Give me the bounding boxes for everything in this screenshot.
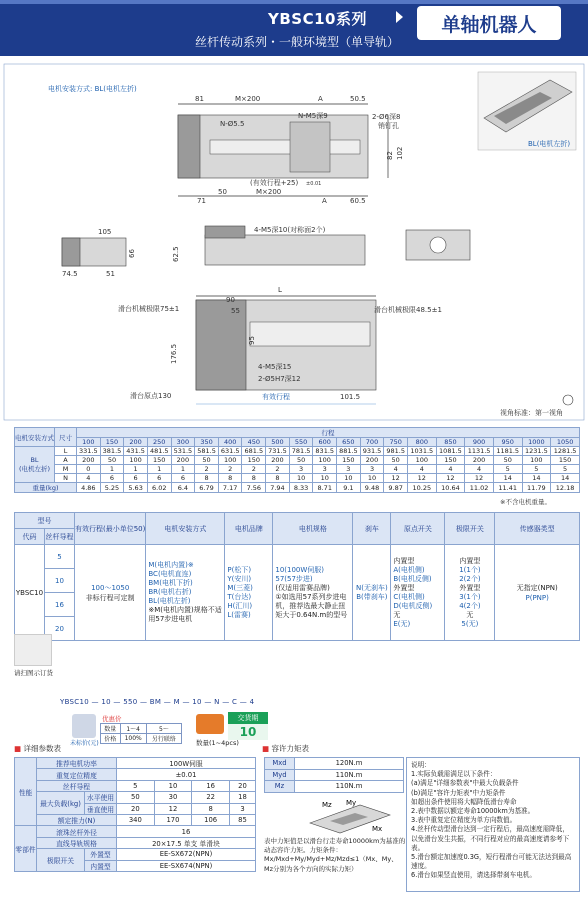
svg-text:有效行程: 有效行程 xyxy=(262,393,290,401)
stroke-header-cell: 850 xyxy=(436,438,465,447)
arrow-right-icon xyxy=(396,11,403,23)
svg-text:101.5: 101.5 xyxy=(340,393,361,401)
stroke-header-cell: 900 xyxy=(465,438,494,447)
row-label: M xyxy=(55,465,77,474)
table-cell: 1 xyxy=(171,465,195,474)
stroke-header-cell: 700 xyxy=(360,438,384,447)
stroke-header-cell: 250 xyxy=(147,438,171,447)
table-cell: 4.86 xyxy=(77,483,101,493)
stroke-header-cell: 200 xyxy=(124,438,148,447)
table-cell: 6 xyxy=(147,474,171,483)
svg-text:A: A xyxy=(322,197,327,205)
table-cell: 200 xyxy=(77,456,101,465)
table-cell: 1231.5 xyxy=(522,447,551,456)
subtitle: 丝杆传动系列・一般环境型（单导轨） xyxy=(195,35,400,49)
table-cell: 200 xyxy=(465,456,494,465)
row-label: A xyxy=(55,456,77,465)
table-cell: 681.5 xyxy=(242,447,266,456)
table-cell: 481.5 xyxy=(147,447,171,456)
table-cell: 50 xyxy=(493,456,522,465)
table-cell: 1131.5 xyxy=(465,447,494,456)
table-cell: 531.5 xyxy=(171,447,195,456)
svg-text:Mx: Mx xyxy=(372,825,383,833)
table-cell: 2 xyxy=(266,465,290,474)
table-cell: 10 xyxy=(289,474,313,483)
row-label: L xyxy=(55,447,77,456)
table-cell: 7.17 xyxy=(218,483,242,493)
stroke-header-cell: 550 xyxy=(289,438,313,447)
svg-text:A: A xyxy=(318,95,323,103)
svg-text:82: 82 xyxy=(386,151,394,160)
table-cell: 1 xyxy=(100,465,124,474)
svg-text:±0.01: ±0.01 xyxy=(306,181,322,187)
table-cell: 12 xyxy=(407,474,436,483)
table-cell: 5 xyxy=(493,465,522,474)
svg-text:Mz: Mz xyxy=(322,801,332,809)
table-row xyxy=(15,456,580,465)
table-cell: 150 xyxy=(436,456,465,465)
svg-text:My: My xyxy=(346,799,357,807)
table-cell: 100 xyxy=(124,456,148,465)
table-cell: 9.1 xyxy=(337,483,361,493)
table-cell: 9.87 xyxy=(384,483,408,493)
svg-text:4-M5深10(对称面2个): 4-M5深10(对称面2个) xyxy=(254,226,326,234)
svg-text:50.5: 50.5 xyxy=(350,95,366,103)
svg-text:105: 105 xyxy=(98,228,112,236)
table-cell: 10 xyxy=(337,474,361,483)
robot-thumbnail xyxy=(72,714,96,738)
table-cell: 12.18 xyxy=(551,483,580,493)
table-cell: 3 xyxy=(337,465,361,474)
table-cell: 11.41 xyxy=(493,483,522,493)
table-cell: 14 xyxy=(551,474,580,483)
moment-table: Mxd 120N.m Myd 110N.m Mz 110N.m xyxy=(264,757,404,793)
table-cell: 50 xyxy=(100,456,124,465)
dimension-note: ※不含电机重量。 xyxy=(500,498,551,506)
table-cell: 4 xyxy=(384,465,408,474)
table-cell: 8 xyxy=(242,474,266,483)
table-cell: 3 xyxy=(360,465,384,474)
svg-text:滑台机械极限48.5±1: 滑台机械极限48.5±1 xyxy=(374,306,442,314)
table-cell: 3 xyxy=(313,465,337,474)
table-cell: 100 xyxy=(218,456,242,465)
table-cell: 10 xyxy=(313,474,337,483)
table-cell: 1081.5 xyxy=(436,447,465,456)
delivery-days: 10 xyxy=(228,724,268,740)
table-cell: 2 xyxy=(242,465,266,474)
table-cell: 7.56 xyxy=(242,483,266,493)
table-cell: 8 xyxy=(266,474,290,483)
table-cell: 581.5 xyxy=(195,447,219,456)
order-code-table: 型号 有效行程(最小单位50) 电机安装方式 电机品牌 电机规格 刹车 原点开关 极限开关 传感器类型 代码 丝杆导程 YBSC10 5 100～1050 非标行程可定制 M(电机内置)※ BC(电机直连) BM(电机下折) BR(电机右折) BL(电机左折) ※M(电机内置)规格不适用57步进电机 P(松下) Y(安川) M(三菱) T(台达) H(汇川) L(雷赛) 10(100W伺服) 57(57步进) (仅适用雷赛品牌) ①如选用57系列步进电机，推荐选最大静止扭矩大于0.64N.m的型号 N(无刹车) B(带刹车) 内置型 A(电机侧) B(电机反侧) 外置型 C(电机侧) D(电机反侧) 无 E(无) 内置型 1(1个) 2(2个) 外置型 3(1个) 4(2个) 无 5(无) 无指定(NPN) P(PNP) 10 16 20 xyxy=(14,512,580,641)
table-cell: 5 xyxy=(551,465,580,474)
table-row xyxy=(15,465,580,474)
table-cell: 5.63 xyxy=(124,483,148,493)
top-view-motor-block xyxy=(178,115,200,178)
category-badge: 单轴机器人 xyxy=(417,6,561,40)
mount-cell: BL (电机左折) xyxy=(15,447,55,483)
table-cell: 931.5 xyxy=(360,447,384,456)
stroke-header-cell: 400 xyxy=(218,438,242,447)
table-cell: 12 xyxy=(384,474,408,483)
svg-text:71: 71 xyxy=(197,197,206,205)
table-cell: 731.5 xyxy=(266,447,290,456)
table-cell: 4 xyxy=(77,474,101,483)
table-cell: 200 xyxy=(266,456,290,465)
table-row xyxy=(15,447,580,456)
table-cell: 981.5 xyxy=(384,447,408,456)
stroke-header-cell: 500 xyxy=(266,438,290,447)
table-row xyxy=(15,483,580,493)
truck-icon xyxy=(196,714,224,734)
table-cell: 6.02 xyxy=(147,483,171,493)
table-cell: 4 xyxy=(407,465,436,474)
table-cell: 881.5 xyxy=(337,447,361,456)
svg-text:62.5: 62.5 xyxy=(172,246,180,262)
table-cell: 381.5 xyxy=(100,447,124,456)
svg-text:176.5: 176.5 xyxy=(170,343,178,364)
projection-label: 视角标准：第一视角 xyxy=(500,409,563,417)
row-label: 重量(kg) xyxy=(15,483,77,493)
order-example-section: 请扫图示订货 YBSC10 — 10 — 550 — BM — M — 10 — N — C — 4 未标价(元) 优惠价 数量 1～4 5～ 价格 100% 另行联络 交货期 10 数量(1~4pcs) xyxy=(14,634,580,746)
table-cell: 150 xyxy=(337,456,361,465)
table-cell: 3 xyxy=(289,465,313,474)
table-cell: 8 xyxy=(195,474,219,483)
table-cell: 2 xyxy=(195,465,219,474)
stroke-header-cell: 350 xyxy=(195,438,219,447)
svg-text:51: 51 xyxy=(106,270,115,278)
scan-label: 请扫图示订货 xyxy=(14,669,53,677)
table-cell: 11.02 xyxy=(465,483,494,493)
svg-text:销钉孔: 销钉孔 xyxy=(378,122,399,130)
stroke-header-cell: 650 xyxy=(337,438,361,447)
table-cell: 150 xyxy=(147,456,171,465)
table-cell: 1281.5 xyxy=(551,447,580,456)
table-cell: 7.94 xyxy=(266,483,290,493)
svg-text:81: 81 xyxy=(195,95,204,103)
table-cell: 1181.5 xyxy=(493,447,522,456)
table-cell: 831.5 xyxy=(313,447,337,456)
technical-drawing xyxy=(0,60,588,425)
table-cell: 9.48 xyxy=(360,483,384,493)
stroke-header-cell: 300 xyxy=(171,438,195,447)
table-cell: 50 xyxy=(195,456,219,465)
motor-mount-label: 电机安装方式: BL(电机左折) xyxy=(48,85,137,93)
table-cell: 12 xyxy=(436,474,465,483)
table-cell: 200 xyxy=(171,456,195,465)
stroke-header-cell: 800 xyxy=(407,438,436,447)
benefit-label: 优惠价 xyxy=(102,715,122,723)
dimension-table: 电机安装方式 尺寸 行程 100 150 200 250 300 350 400 450 500 550 600 650 700 750 800 850 900 950 1000 1050 BL (电机左折) L 331.5 381.5 431.5 481.5 531.5 581.5 631.5 681.5 731.5 781.5 831.5 881.5 931.5 981.5 1031.5 1081.5 1131.5 1181.5 1231.5 1281.5 A 200 50 100 150 200 50 100 150 200 50 100 150 200 50 100 150 200 50 100 150 M 0 1 1 1 1 2 2 2 2 3 3 3 3 4 4 4 4 5 5 5 N 4 6 6 6 6 8 8 8 8 10 10 10 10 12 12 12 12 14 14 14 重量(kg) 4.86 5.25 5.63 6.02 6.4 6.79 7.17 7.56 7.94 8.33 8.71 9.1 9.48 9.87 10.25 10.64 11.02 11.41 11.79 12.18 xyxy=(14,427,580,493)
table-cell: 2 xyxy=(218,465,242,474)
table-cell: 100 xyxy=(407,456,436,465)
svg-text:滑台机械极限75±1: 滑台机械极限75±1 xyxy=(118,305,180,313)
table-cell: 150 xyxy=(242,456,266,465)
example-order-code: YBSC10 — 10 — 550 — BM — M — 10 — N — C — 4 xyxy=(60,698,255,706)
notes-box: 说明： 1.实际负载需满足以下条件： (a)满足"详细参数表"中最大负载条件 (b)满足"容许力矩表"中力矩条件 如超出条件使用将大幅降低滑台寿命 2.表中数据以额定寿命10000km为基准。 3.表中重复定位精度为单方向数值。 4.丝杆传动型滑台达到一定行程后，最高速度需降低，以免滑台发生共振，不同行程对应的最高速度请参考下表。 5.滑台额定加速度0.3G，短行程滑台可能无法达到最高速度。 6.滑台如果竖直使用，请选择带刹车电机。 xyxy=(406,757,580,892)
table-cell: 6 xyxy=(171,474,195,483)
table-cell: 8 xyxy=(218,474,242,483)
table-cell: 331.5 xyxy=(77,447,101,456)
stroke-header-cell: 600 xyxy=(313,438,337,447)
projection-symbol xyxy=(563,395,573,405)
svg-text:50: 50 xyxy=(218,188,227,196)
side-view xyxy=(205,235,365,265)
stroke-header-cell: 750 xyxy=(384,438,408,447)
table-cell: 50 xyxy=(289,456,313,465)
spec-table: 性能 推荐电机功率 100W伺服 重复定位精度 ±0.01 丝杆导程 5 10 16 20 最大负载(kg) 水平使用 50 30 22 18 垂直使用 20 12 8 3 额定推力(N) 340 170 106 85 零部件 滚珠丝杆外径 16 直线导轨规格 20×17.5 单支 单滑块 极限开关 外置型 EE-SX672(NPN) 内置型 EE-SX674(NPN) xyxy=(14,757,256,872)
stroke-header-cell: 150 xyxy=(100,438,124,447)
table-cell: 1 xyxy=(124,465,148,474)
spec-title: ■ 详细参数表 xyxy=(14,744,61,753)
svg-text:2-Ø5H7深12: 2-Ø5H7深12 xyxy=(258,375,301,383)
table-cell: 11.79 xyxy=(522,483,551,493)
svg-text:4-M5深15: 4-M5深15 xyxy=(258,363,292,371)
table-cell: 100 xyxy=(522,456,551,465)
moment-title: ■ 容许力矩表 xyxy=(262,744,309,753)
svg-text:N-Ø5.5: N-Ø5.5 xyxy=(220,120,245,128)
table-cell: 10 xyxy=(360,474,384,483)
model-title: YBSC10系列 xyxy=(268,10,367,28)
table-cell: 100 xyxy=(313,456,337,465)
table-cell: 6.79 xyxy=(195,483,219,493)
svg-text:M×200: M×200 xyxy=(235,95,261,103)
table-cell: 8.33 xyxy=(289,483,313,493)
table-cell: 1 xyxy=(147,465,171,474)
table-cell: 781.5 xyxy=(289,447,313,456)
svg-text:95: 95 xyxy=(248,336,256,345)
photo-caption: BL(电机左折) xyxy=(528,140,571,148)
moment-diagram xyxy=(300,795,400,835)
stroke-header-cell: 1050 xyxy=(551,438,580,447)
quantity-footnote: 数量(1~4pcs) xyxy=(196,739,239,747)
table-cell: 0 xyxy=(77,465,101,474)
table-cell: 6.4 xyxy=(171,483,195,493)
svg-text:M×200: M×200 xyxy=(256,188,282,196)
table-cell: 12 xyxy=(465,474,494,483)
stroke-header-cell: 450 xyxy=(242,438,266,447)
svg-text:66: 66 xyxy=(128,249,136,258)
svg-text:60.5: 60.5 xyxy=(350,197,366,205)
table-cell: 1031.5 xyxy=(407,447,436,456)
table-cell: 14 xyxy=(493,474,522,483)
table-cell: 10.25 xyxy=(407,483,436,493)
table-cell: 14 xyxy=(522,474,551,483)
moment-description: 表中力矩值是以滑台行走寿命10000km为基准的动态容许力矩。力矩条件：Mx/Mxd+My/Myd+Mz/Mzd≤1（Mx、My、Mz分别为各个方向的实际力矩） xyxy=(264,837,406,873)
table-cell: 631.5 xyxy=(218,447,242,456)
table-cell: 50 xyxy=(384,456,408,465)
table-row xyxy=(15,474,580,483)
stroke-header-cell: 100 xyxy=(77,438,101,447)
svg-text:55: 55 xyxy=(231,307,240,315)
table-cell: 431.5 xyxy=(124,447,148,456)
delivery-label: 交货期 xyxy=(228,712,268,724)
svg-text:(有效行程+25): (有效行程+25) xyxy=(250,179,299,187)
svg-text:74.5: 74.5 xyxy=(62,270,78,278)
stroke-header-cell: 950 xyxy=(493,438,522,447)
stroke-header-cell: 1000 xyxy=(522,438,551,447)
price-table: 数量 1～4 5～ 价格 100% 另行联络 xyxy=(100,723,182,744)
table-cell: 10.64 xyxy=(436,483,465,493)
svg-text:102: 102 xyxy=(396,146,404,160)
svg-text:2-Ø6深8: 2-Ø6深8 xyxy=(372,113,401,121)
table-cell: 6 xyxy=(100,474,124,483)
svg-text:90: 90 xyxy=(226,296,235,304)
table-cell: 5 xyxy=(522,465,551,474)
table-cell: 200 xyxy=(360,456,384,465)
scan-icon[interactable] xyxy=(14,634,52,666)
row-label: N xyxy=(55,474,77,483)
svg-text:N-M5深9: N-M5深9 xyxy=(298,112,328,120)
table-cell: 8.71 xyxy=(313,483,337,493)
table-cell: 4 xyxy=(465,465,494,474)
table-cell: 6 xyxy=(124,474,148,483)
table-cell: 150 xyxy=(551,456,580,465)
table-cell: 4 xyxy=(436,465,465,474)
table-cell: 5.25 xyxy=(100,483,124,493)
svg-text:滑台原点130: 滑台原点130 xyxy=(130,392,172,400)
svg-text:L: L xyxy=(278,286,282,294)
